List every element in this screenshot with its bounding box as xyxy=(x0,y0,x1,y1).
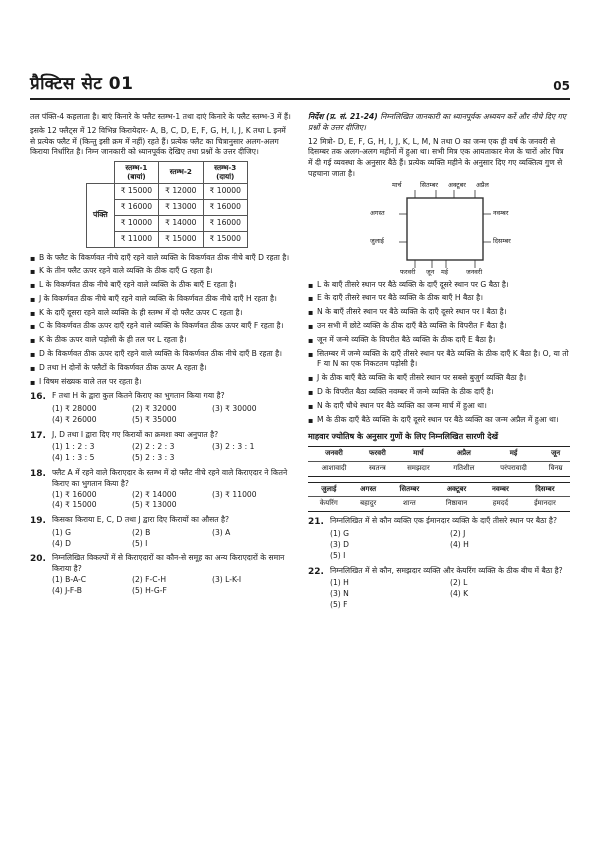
answer-option[interactable]: (1) G xyxy=(52,527,72,537)
seat-label: नवम्बर xyxy=(493,208,509,217)
answer-option[interactable]: (1) G xyxy=(330,529,350,539)
table-cell: ₹ 16000 xyxy=(203,200,247,216)
options-grid xyxy=(52,490,292,512)
intro-paragraph: इसके 12 फ्लैट्स में 12 विभिन्न किरायेदार- A, B, C, D, E, F, G, H, I, J, K तथा L इनमें से प्रत्येक फ्लैट में (किन्तु इसी क्रम में नहीं) रहते हैं। प्रत्येक फ्लैट का चित्रानुसार अलग-अलग किराया निर्धारित है। निम्न जानकारी को ध्यानपूर्वक देखिए तथा प्रश्नों के उत्तर दीजिए। xyxy=(30,125,286,157)
answer-option[interactable]: (3) ₹ 30000 xyxy=(212,404,257,414)
list-item: ▪ C के विकर्णवत ठीक ऊपर दाएँ रहने वाले व्यक्ति के विकर्णवत ठीक ऊपर बाएँ F रहता है। xyxy=(30,321,292,332)
seat-label: सितम्बर xyxy=(420,180,438,189)
direction-heading: निर्देश (प्र. सं. 21-24) xyxy=(308,112,378,121)
zodiac-table-title: माहवार ज्योतिष के अनुसार गुणों के लिए निम्नलिखित सारणी देखें xyxy=(308,432,499,442)
seat-label: मई xyxy=(441,267,448,276)
answer-option[interactable]: (3) L-K-I xyxy=(212,575,242,585)
list-item: ▪ उन सभी में छोटे व्यक्ति के ठीक दाएँ बैठे व्यक्ति के विपरीत F बैठा है। xyxy=(308,321,570,332)
answer-option[interactable]: (1) H xyxy=(330,578,349,588)
question-block xyxy=(308,566,570,611)
seat-label: अगस्त xyxy=(370,208,385,217)
list-item: ▪ L के बाएँ तीसरे स्थान पर बैठे व्यक्ति के दाएँ दूसरे स्थान पर G बैठा है। xyxy=(308,280,570,291)
trait-cell: आशावादी xyxy=(308,461,360,476)
list-item: ▪ K के दाएँ दूसरा रहने वाले व्यक्ति के ही स्तम्भ में दो फ्लैट ऊपर C रहता है। xyxy=(30,308,292,319)
answer-option[interactable]: (2) ₹ 32000 xyxy=(132,404,177,414)
page-header xyxy=(30,70,570,100)
question-text: निम्नलिखित में से कौन, समझदार व्यक्ति और केयरिंग व्यक्ति के ठीक बीच में बैठा है? xyxy=(330,565,563,575)
list-item: ▪ E के दाएँ तीसरे स्थान पर बैठे व्यक्ति के ठीक बाएँ H बैठा है। xyxy=(308,293,570,304)
question-block xyxy=(30,515,292,549)
month-cell: जुलाई xyxy=(308,482,350,497)
question-header xyxy=(30,515,292,528)
question-header xyxy=(30,430,292,443)
question-text: निम्नलिखित विकल्पों में से किराएदारों का कौन-से समूह का अन्य किराएदारों के समान किराया है? xyxy=(52,553,285,574)
trait-cell: समझदार xyxy=(395,461,442,476)
month-cell: मार्च xyxy=(395,446,442,461)
right-column xyxy=(308,112,570,611)
answer-option[interactable]: (5) F xyxy=(330,599,348,609)
question-number: 21. xyxy=(308,517,324,528)
table-cell: ₹ 16000 xyxy=(114,200,158,216)
month-cell: अगस्त xyxy=(350,482,387,497)
answer-option[interactable]: (3) ₹ 11000 xyxy=(212,489,257,499)
list-item: ▪ D के विपरीत बैठा व्यक्ति नवम्बर में जन्मे व्यक्ति के ठीक दाएँ है। xyxy=(308,387,570,398)
answer-option[interactable]: (2) 2 : 2 : 3 xyxy=(132,442,175,452)
table-cell: ₹ 15000 xyxy=(203,231,247,247)
question-header xyxy=(30,553,292,575)
seat-label: अप्रैल xyxy=(476,180,489,189)
list-item: ▪ J के ठीक बाएँ बैठे व्यक्ति के बाएँ तीसरे स्थान पर सबसे बुजुर्ग व्यक्ति बैठा है। xyxy=(308,373,570,384)
question-number: 20. xyxy=(30,554,46,565)
question-number: 19. xyxy=(30,516,46,527)
table-cell: ₹ 16000 xyxy=(203,215,247,231)
answer-option[interactable]: (2) B xyxy=(132,527,151,537)
table-outline xyxy=(370,184,520,276)
list-item: ▪ N के बाएँ तीसरे स्थान पर बैठे व्यक्ति के दाएँ दूसरे स्थान पर I बैठा है। xyxy=(308,307,570,318)
options-grid xyxy=(52,528,292,550)
seat-label: दिसम्बर xyxy=(493,236,511,245)
month-cell: फरवरी xyxy=(360,446,395,461)
question-list xyxy=(30,391,292,596)
options-grid xyxy=(52,442,292,464)
seat-label: फरवरी xyxy=(400,267,416,276)
clue-list xyxy=(30,253,292,388)
question-header xyxy=(308,566,570,579)
month-cell: अक्टूबर xyxy=(432,482,481,497)
zodiac-table xyxy=(308,482,570,513)
answer-option[interactable]: (4) H xyxy=(450,539,469,549)
seating-diagram xyxy=(370,180,520,276)
seat-label: जनवरी xyxy=(466,267,483,276)
table-header: स्तम्भ-3 (दायां) xyxy=(203,162,247,184)
table-row xyxy=(308,461,570,476)
answer-option[interactable]: (3) A xyxy=(212,527,231,537)
clue-list xyxy=(308,280,570,426)
answer-option[interactable]: (5) I xyxy=(330,550,346,560)
trait-cell: बहादुर xyxy=(350,497,387,512)
answer-option[interactable]: (5) 2 : 3 : 3 xyxy=(132,453,175,463)
direction-block xyxy=(308,112,570,134)
table-cell: ₹ 15000 xyxy=(114,184,158,200)
trait-cell: ईमानदार xyxy=(520,497,570,512)
month-cell: दिसम्बर xyxy=(520,482,570,497)
trait-cell: स्वतन्त्र xyxy=(360,461,395,476)
answer-option[interactable]: (3) D xyxy=(330,539,350,549)
month-cell: मई xyxy=(486,446,542,461)
list-item: ▪ N के दाएँ चौथे स्थान पर बैठे व्यक्ति का जन्म मार्च में हुआ था। xyxy=(308,401,570,412)
answer-option[interactable]: (2) ₹ 14000 xyxy=(132,489,177,499)
question-header xyxy=(30,391,292,404)
table-row xyxy=(308,446,570,461)
seat-label: जुलाई xyxy=(370,236,384,245)
trait-cell: परंपरावादी xyxy=(486,461,542,476)
table-cell: ₹ 14000 xyxy=(159,215,203,231)
options-grid xyxy=(52,404,292,426)
question-number: 18. xyxy=(30,469,46,479)
question-block xyxy=(308,516,570,561)
question-header xyxy=(308,516,570,529)
question-text: F तथा H के द्वारा कुल कितने किराए का भुगतान किया गया है? xyxy=(52,391,225,401)
answer-option[interactable]: (1) B-A-C xyxy=(52,575,87,585)
table-header: स्तम्भ-1 (बायां) xyxy=(114,162,158,184)
list-item: ▪ जून में जन्मे व्यक्ति के विपरीत बैठे व्यक्ति के ठीक दाएँ E बैठा है। xyxy=(308,335,570,346)
options-grid xyxy=(330,529,570,561)
table-row xyxy=(308,497,570,512)
month-cell: सितम्बर xyxy=(387,482,432,497)
left-column xyxy=(30,112,292,597)
answer-option[interactable]: (4) 1 : 3 : 5 xyxy=(52,453,95,463)
list-item: ▪ D के विकर्णवत ठीक ऊपर दाएँ रहने वाले व्यक्ति के विकर्णवत ठीक नीचे दाएँ B रहता है। xyxy=(30,349,292,360)
answer-option[interactable]: (4) K xyxy=(450,589,469,599)
question-number: 16. xyxy=(30,392,46,403)
answer-option[interactable]: (5) ₹ 13000 xyxy=(132,500,177,510)
rent-table xyxy=(86,161,248,247)
question-block xyxy=(30,391,292,425)
answer-option[interactable]: (1) 1 : 2 : 3 xyxy=(52,442,95,452)
question-text: J, D तथा I द्वारा दिए गए किरायों का क्रमशः क्या अनुपात है? xyxy=(52,429,219,439)
question-number: 22. xyxy=(308,566,324,577)
month-cell: जून xyxy=(541,446,570,461)
table-cell: ₹ 11000 xyxy=(114,231,158,247)
list-item: ▪ D तथा H दोनों के फ्लैटों के विकर्णवत ठीक ऊपर A रहता है। xyxy=(30,363,292,374)
trait-cell: हमदर्द xyxy=(481,497,520,512)
list-item: ▪ J के विकर्णवत ठीक नीचे बाएँ रहने वाले व्यक्ति के विकर्णवत ठीक नीचे दाएँ H रहता है। xyxy=(30,294,292,305)
table-header-row xyxy=(87,162,248,184)
trait-cell: शान्त xyxy=(387,497,432,512)
question-text: निम्नलिखित में से कौन व्यक्ति एक ईमानदार व्यक्ति के दाएँ तीसरे स्थान पर बैठा है? xyxy=(330,516,557,526)
page-number: 05 xyxy=(553,79,570,93)
trait-cell: गतिशील xyxy=(442,461,486,476)
month-cell: नवम्बर xyxy=(481,482,520,497)
table-cell: ₹ 13000 xyxy=(159,200,203,216)
seat-label: जून xyxy=(426,267,435,276)
list-item: ▪ K के ठीक ऊपर वाले पड़ोसी के ही तल पर L रहता है। xyxy=(30,335,292,346)
answer-option[interactable]: (4) ₹ 26000 xyxy=(52,414,97,424)
options-grid xyxy=(330,578,570,610)
list-item: ▪ M के ठीक दाएँ बैठे व्यक्ति के दाएँ दूसरे स्थान पर बैठे व्यक्ति का जन्म अप्रैल में हुआ था। xyxy=(308,415,570,426)
answer-option[interactable]: (2) F-C-H xyxy=(132,575,167,585)
row-label: पंक्ति xyxy=(87,184,115,247)
intro-paragraph: 12 मित्रो- D, E, F, G, H, I, J, K, L, M, N तथा O का जन्म एक ही वर्ष के जनवरी से दिसम्बर तक अलग-अलग महीनों में हुआ था। सभी मित्र एक आयताकार मेज के चारों ओर चित्र में दी गई व्यवस्था के अनुसार बैठे हैं। प्रत्येक व्यक्ति महीने के अनुसार दिए गए व्यक्तित्व गुण से पहचाना जाता है। xyxy=(308,136,564,178)
trait-cell: निष्ठावान xyxy=(432,497,481,512)
question-block xyxy=(30,468,292,511)
page-title: प्रैक्टिस सेट 01 xyxy=(30,74,134,94)
answer-option[interactable]: (3) 2 : 3 : 1 xyxy=(212,442,255,452)
seat-label: मार्च xyxy=(392,180,402,189)
table-header: स्तम्भ-2 xyxy=(159,162,203,184)
direction-text: निम्नलिखित जानकारी का ध्यानपूर्वक अध्ययन करें और नीचे दिए गए प्रश्नों के उत्तर दीजिए। xyxy=(308,112,566,132)
table-row xyxy=(87,184,248,200)
question-list xyxy=(308,516,570,610)
trait-cell: विनम्र xyxy=(541,461,570,476)
question-header xyxy=(30,468,292,490)
table-cell: ₹ 15000 xyxy=(159,231,203,247)
answer-option[interactable]: (5) ₹ 35000 xyxy=(132,414,177,424)
list-item: ▪ सितम्बर में जन्मे व्यक्ति के दाएँ तीसरे स्थान पर बैठे व्यक्ति के ठीक दाएँ K बैठा है। O, या तो F या N का एक निकटतम पड़ोसी है। xyxy=(308,349,570,371)
zodiac-table xyxy=(308,446,570,477)
answer-option[interactable]: (5) H-G-F xyxy=(132,585,167,595)
list-item: ▪ L के विकर्णवत ठीक नीचे बाएँ रहने वाले व्यक्ति के ठीक बाएँ E रहता है। xyxy=(30,280,292,291)
question-text: फ्लैट A में रहने वाले किराएदार के स्तम्भ में दो फ्लैट नीचे रहने वाले किराएदार ने कितने किराए का भुगतान किया है? xyxy=(52,468,288,488)
table-corner xyxy=(87,162,115,184)
month-cell: अप्रैल xyxy=(442,446,486,461)
answer-option[interactable]: (1) ₹ 16000 xyxy=(52,489,97,499)
question-number: 17. xyxy=(30,430,46,441)
trait-cell: केयरिंग xyxy=(308,497,350,512)
table-row xyxy=(308,482,570,497)
answer-option[interactable]: (2) J xyxy=(450,529,466,539)
table-cell: ₹ 10000 xyxy=(114,215,158,231)
question-text: किसका किराया E, C, D तथा J द्वारा दिए किरायों का औसत है? xyxy=(52,515,230,525)
intro-paragraph: तल पंक्ति-4 कहलाता है। बाएं किनारे के फ्लैट स्तम्भ-1 तथा दाएं किनारे के फ्लैट स्तम्भ-3 में हैं। xyxy=(30,112,291,121)
answer-option[interactable]: (5) I xyxy=(132,538,148,548)
question-block xyxy=(30,430,292,464)
list-item: ▪ K के तीन फ्लैट ऊपर रहने वाले व्यक्ति के ठीक दाएँ G रहता है। xyxy=(30,266,292,277)
options-grid xyxy=(52,575,292,597)
table-cell: ₹ 12000 xyxy=(159,184,203,200)
table-cell: ₹ 10000 xyxy=(203,184,247,200)
answer-option[interactable]: (4) ₹ 15000 xyxy=(52,500,97,510)
answer-option[interactable]: (4) D xyxy=(52,538,72,548)
list-item: ▪ I विषम संख्यक वाले तल पर रहता है। xyxy=(30,377,292,388)
answer-option[interactable]: (1) ₹ 28000 xyxy=(52,404,97,414)
answer-option[interactable]: (2) L xyxy=(450,578,468,588)
answer-option[interactable]: (3) N xyxy=(330,589,349,599)
month-cell: जनवरी xyxy=(308,446,360,461)
list-item: ▪ B के फ्लैट के विकर्णवत नीचे दाएँ रहने वाले व्यक्ति के विकर्णवत ठीक नीचे बाएँ D रहता है। xyxy=(30,253,292,264)
seat-label: अक्टूबर xyxy=(448,180,466,189)
question-block xyxy=(30,553,292,596)
answer-option[interactable]: (4) J-F-B xyxy=(52,585,82,595)
